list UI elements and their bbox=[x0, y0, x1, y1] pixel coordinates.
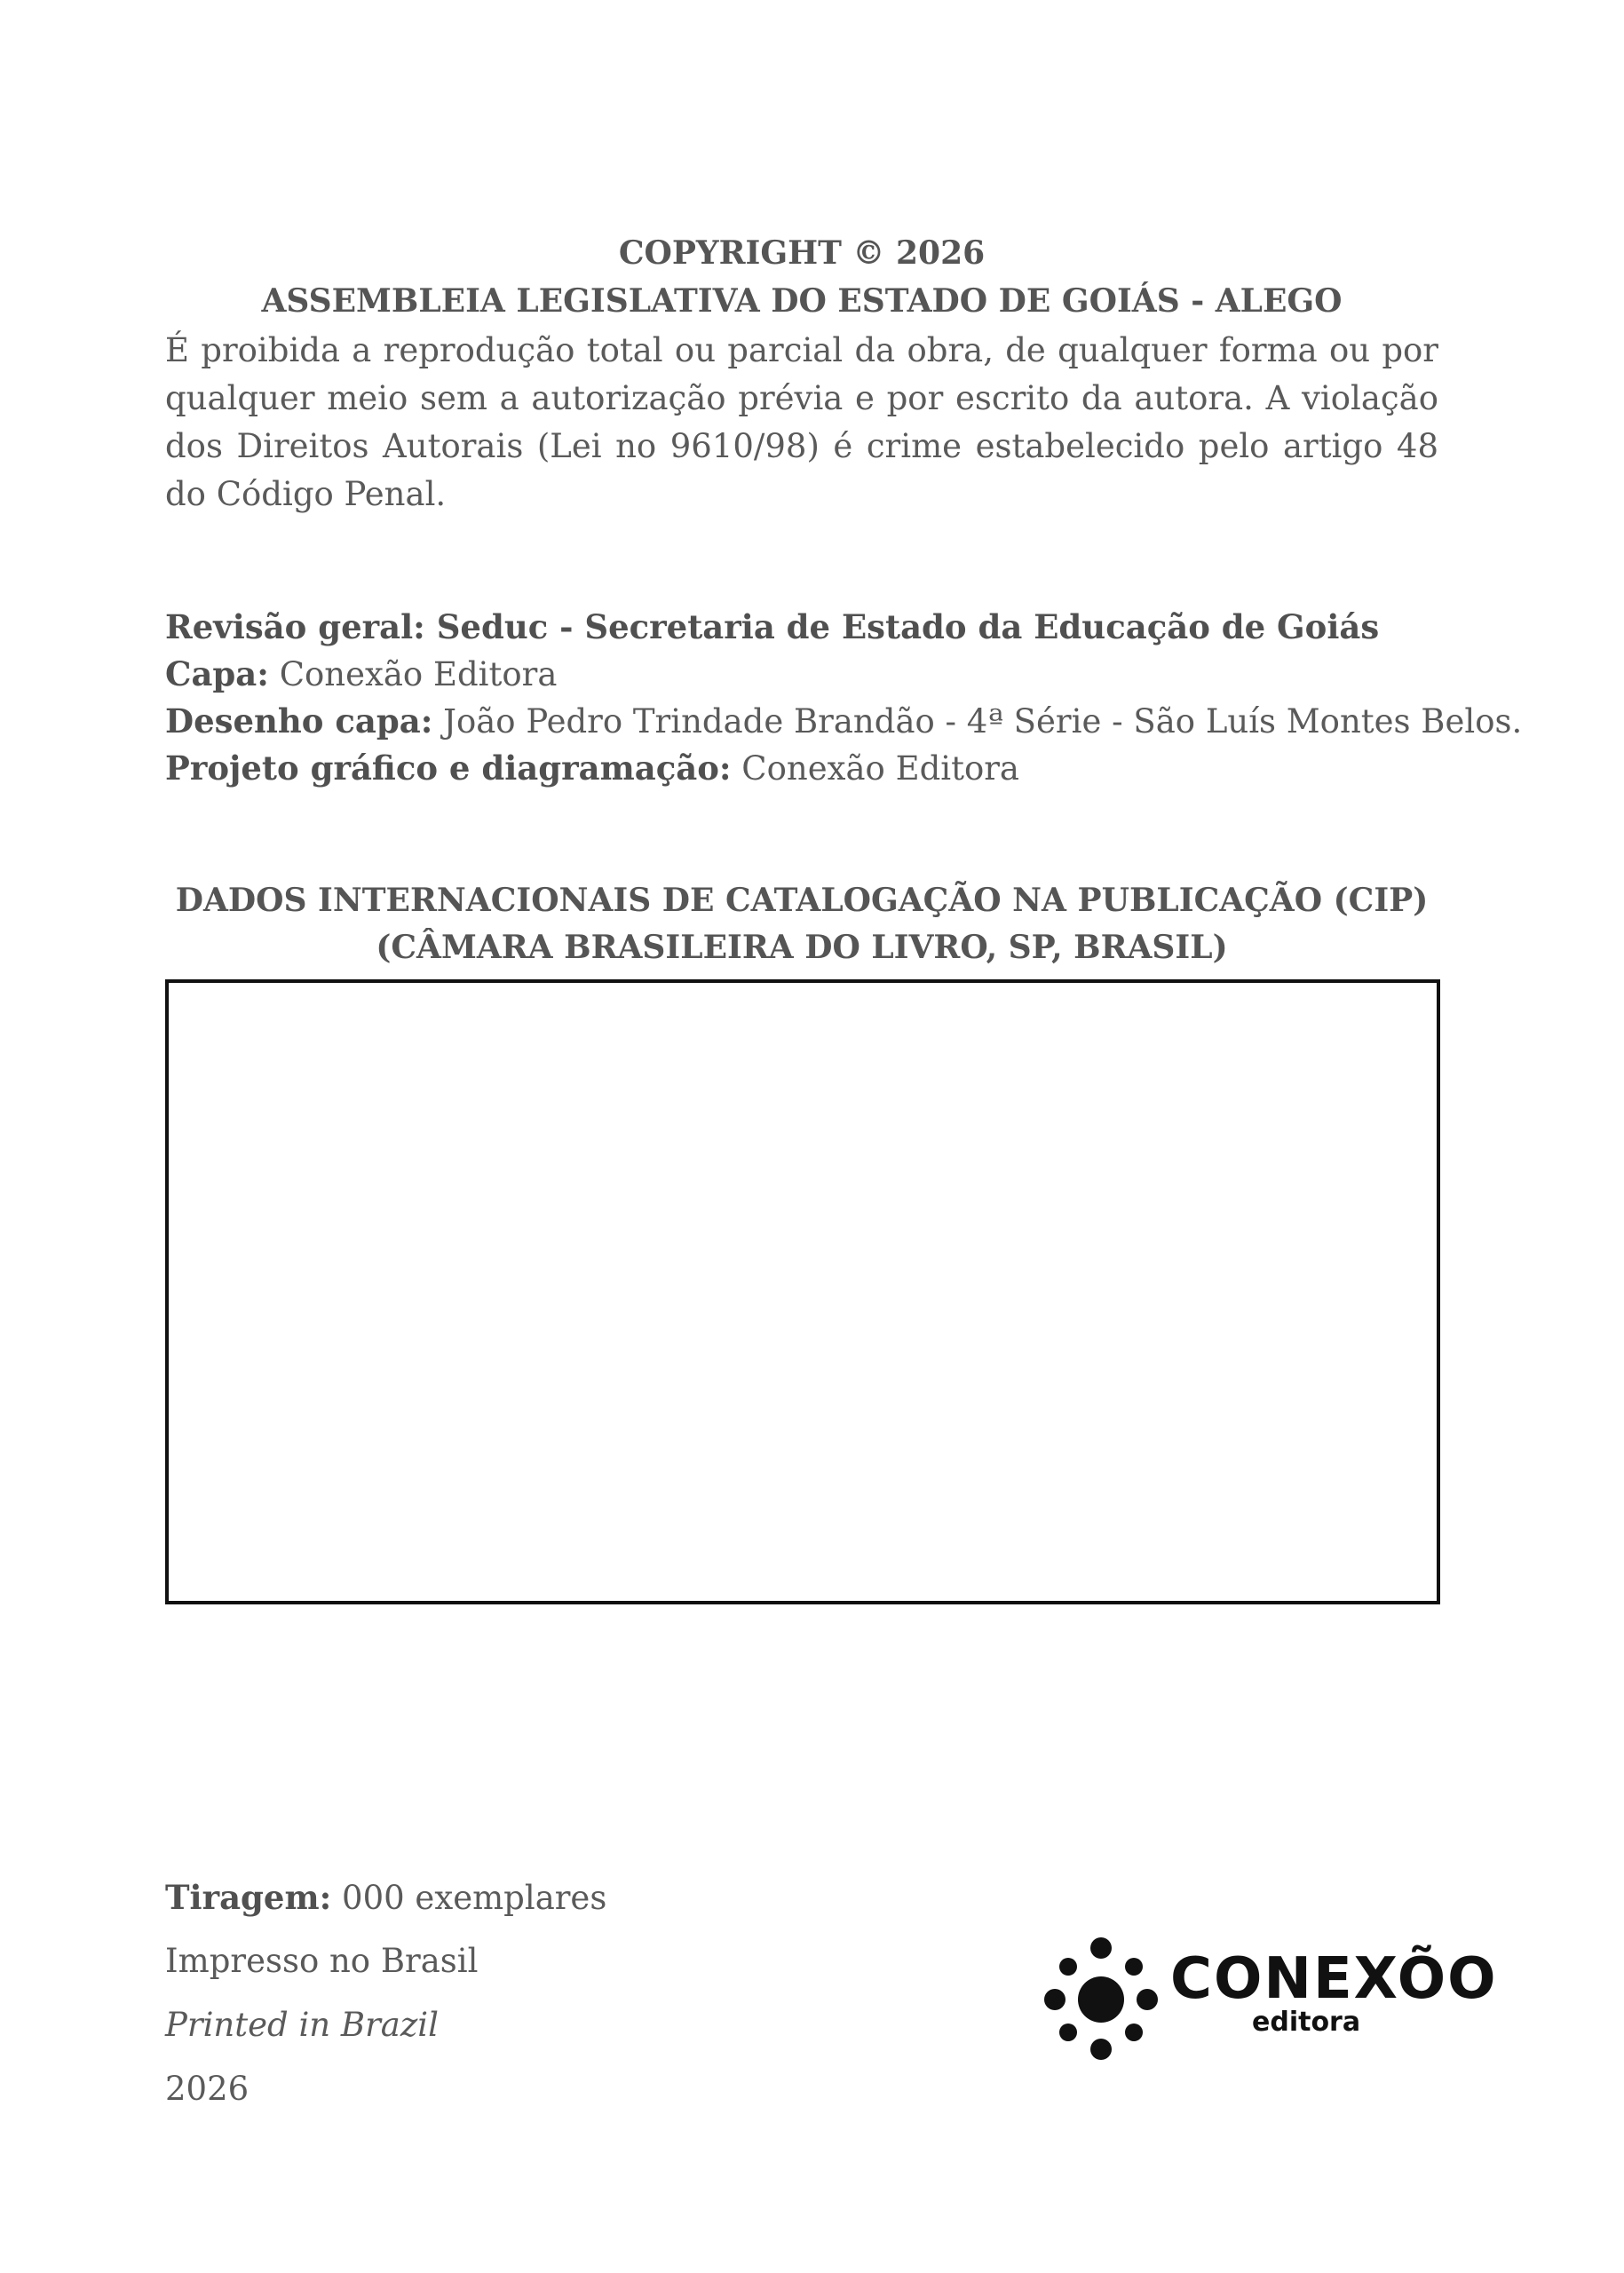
impresso-line: Impresso no Brasil bbox=[165, 1942, 479, 1980]
credit-value: João Pedro Trindade Brandão - 4ª Série - São Luís Montes Belos. bbox=[432, 702, 1523, 741]
credit-label: Projeto gráfico e diagramação: bbox=[165, 748, 732, 788]
credits-list bbox=[165, 604, 1523, 792]
credit-label: Capa: bbox=[165, 654, 269, 693]
credit-capa bbox=[165, 651, 1453, 698]
tiragem-value: 000 exemplares bbox=[331, 1879, 607, 1917]
dots-cluster-icon bbox=[1039, 1936, 1163, 2060]
tiragem-line bbox=[165, 1873, 606, 1937]
logo-subtitle: editora bbox=[1252, 2007, 1361, 2038]
tiragem-label: Tiragem: bbox=[165, 1878, 332, 1917]
credit-projeto-grafico bbox=[165, 745, 1453, 792]
copyright-line: COPYRIGHT © 2026 bbox=[618, 234, 986, 272]
legal-notice: É proibida a reprodução total ou parcial da obra, de qualquer forma ou por qualquer meio sem a autorização prévia e por escrito da autora. A violação dos Direitos Autorais (Lei no 9610/98) é crime estabelecido pelo artigo 48 do Código Penal. bbox=[165, 331, 1438, 513]
credit-label: Revisão geral: bbox=[165, 607, 425, 646]
credit-value: Conexão Editora bbox=[268, 655, 558, 693]
cip-catalog-box bbox=[165, 979, 1440, 1604]
credit-desenho-capa bbox=[165, 698, 1523, 745]
cip-title-line1: DADOS INTERNACIONAIS DE CATALOGAÇÃO NA PUBLICAÇÃO (CIP) bbox=[175, 882, 1429, 919]
credit-value: Seduc - Secretaria de Estado da Educação de Goiás bbox=[424, 607, 1380, 646]
logo-wordmark: CONEXÕO bbox=[1170, 1946, 1498, 2012]
cip-title-line2: (CÂMARA BRASILEIRA DO LIVRO, SP, BRASIL) bbox=[376, 929, 1228, 966]
copyright-block bbox=[165, 229, 1438, 519]
credit-revisao bbox=[165, 604, 1453, 651]
year-line: 2026 bbox=[165, 2070, 250, 2108]
cip-title bbox=[165, 877, 1438, 971]
printed-line: Printed in Brazil bbox=[165, 2006, 439, 2044]
print-info bbox=[165, 1873, 606, 2129]
credit-label: Desenho capa: bbox=[165, 701, 433, 741]
publisher-line: ASSEMBLEIA LEGISLATIVA DO ESTADO DE GOIÁS - ALEGO bbox=[261, 282, 1343, 320]
conexao-editora-logo bbox=[1039, 1936, 1498, 2060]
credit-value: Conexão Editora bbox=[731, 749, 1019, 788]
